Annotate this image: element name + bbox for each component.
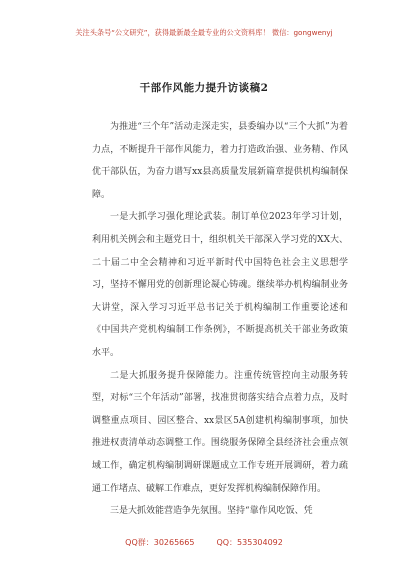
footer-contact: [0, 537, 408, 548]
document-title: 干部作风能力提升访谈稿2: [139, 82, 269, 94]
paragraph-study: 一是大抓学习强化理论武装。制订单位2023年学习计划，利用机关例会和主题党日十，组织机关干部深入学习党的XX大、二十届二中全会精神和习近平新时代中国特色社会主义思想学习，坚持不懈用党的创新理论凝心铸魂。继续举办机构编制业务大讲堂，深入学习习近平总书记关于机构编制工作重要论述和《中国共产党机构编制工作条例》，不断提高机关干部业务政策水平。: [92, 212, 348, 358]
footer-qq: QQ：535304092: [216, 538, 283, 547]
paragraph-service: 二是大抓服务提升保障能力。注重传统管控向主动服务转型，对标“三个年活动”部署，找准贯彻落实结合点着力点，及时调整重点项目、园区整合、xx景区5A创建机构编制事项，加快推进权责清单动态调整工作。围绕服务保障全县经济社会重点领域工作，确定机构编制调研课题成立工作专班开展调研，着力疏通工作堵点、破解工作难点，更好发挥机构编制保障作用。: [92, 370, 348, 494]
footer-qq-group: QQ群：30265665: [125, 538, 195, 547]
document-body: [92, 116, 348, 523]
header-banner: 关注头条号“公文研究”，获得最新最全最专业的公文资料库！ 微信：gongwenyj: [75, 28, 333, 37]
paragraph-intro: 为推进“三个年”活动走深走实，县委编办以“三个大抓”为着力点，不断提升干部作风能力，着力打造政治强、业务精、作风优干部队伍，为奋力谱写xx县高质量发展新篇章提供机构编制保障。: [92, 122, 348, 200]
paragraph-efficiency: 三是大抓效能营造争先氛围。坚持“靠作风吃饭、凭: [110, 506, 313, 517]
